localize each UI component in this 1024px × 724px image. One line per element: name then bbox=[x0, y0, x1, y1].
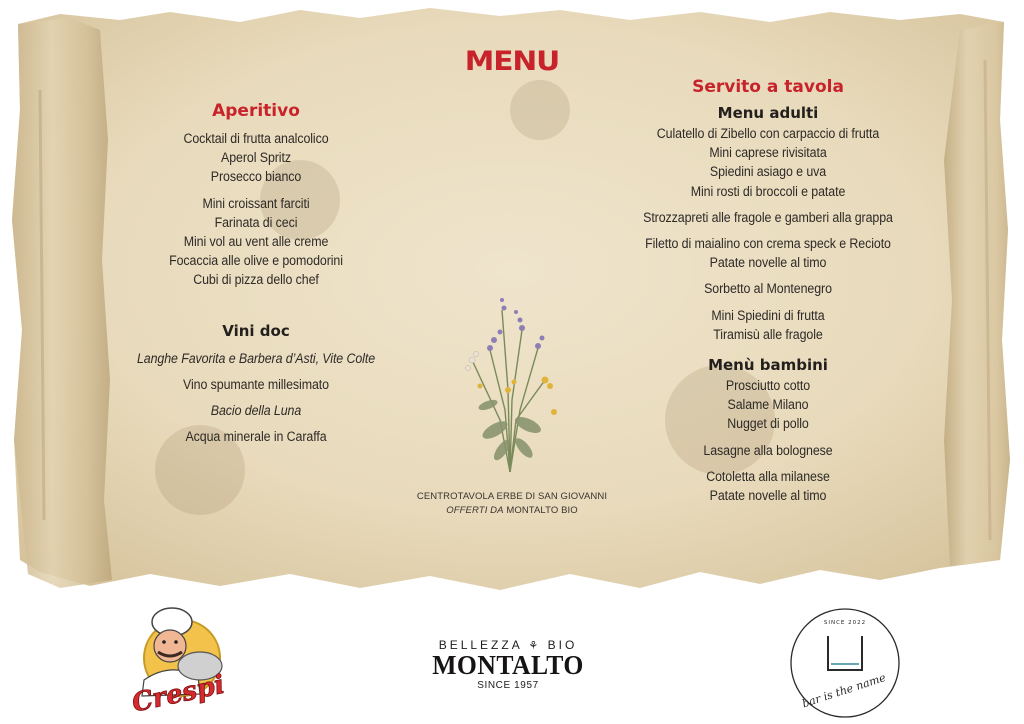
wine-item: Bacio della Luna bbox=[210, 403, 302, 419]
crespi-wordmark: Crespi bbox=[129, 669, 228, 719]
menu-item: Cotoletta alla milanese bbox=[706, 468, 830, 484]
menu-item: Prosciutto cotto bbox=[725, 378, 811, 394]
herb-bouquet-image bbox=[450, 290, 570, 480]
menu-item: Mini rosti di broccoli e patate bbox=[690, 183, 846, 199]
menu-item: Prosecco bianco bbox=[210, 169, 302, 185]
menu-item: Nugget di pollo bbox=[727, 416, 809, 432]
menu-item: Salame Milano bbox=[727, 397, 809, 413]
montalto-logo bbox=[418, 628, 598, 698]
bar-script-text: bar is the name bbox=[800, 671, 888, 711]
menu-item: Mini croissant farciti bbox=[202, 195, 310, 211]
bar-since-text: SINCE 2022 bbox=[823, 620, 867, 626]
right-column bbox=[618, 76, 918, 505]
menu-item: Cubi di pizza dello chef bbox=[193, 272, 319, 288]
menu-item: Mini Spiedini di frutta bbox=[711, 307, 825, 323]
bambini-heading: Menù bambini bbox=[708, 356, 828, 375]
crespi-chef-logo bbox=[118, 602, 236, 720]
menu-item: Culatello di Zibello con carpaccio di frutta bbox=[656, 126, 880, 141]
wine-item: Vino spumante millesimato bbox=[183, 376, 329, 392]
menu-item: Cocktail di frutta analcolico bbox=[183, 131, 329, 146]
centerpiece-offered: OFFERTI DA bbox=[446, 505, 504, 516]
aperitivo-food-list bbox=[126, 194, 386, 290]
menu-item: Tiramisù alle fragole bbox=[713, 326, 823, 342]
vini-heading: Vini doc bbox=[222, 321, 290, 340]
wine-item: Langhe Favorita e Barbera d’Asti, Vite Colte bbox=[136, 350, 376, 366]
centerpiece-credit bbox=[402, 504, 622, 518]
menu-item: Strozzapreti alle fragole e gamberi alla grappa bbox=[643, 209, 893, 225]
menu-title: MENU bbox=[464, 46, 560, 77]
bar-is-the-name-logo bbox=[786, 604, 904, 722]
menu-item: Patate novelle al timo bbox=[709, 255, 827, 271]
adulti-heading: Menu adulti bbox=[717, 104, 819, 122]
menu-item: Farinata di ceci bbox=[214, 214, 298, 230]
menu-item: Aperol Spritz bbox=[221, 150, 291, 166]
wheat-icon: ⚘ bbox=[528, 640, 542, 652]
centerpiece-brand: MONTALTO BIO bbox=[506, 505, 578, 516]
montalto-bio: BIO bbox=[547, 638, 578, 652]
left-column bbox=[126, 100, 386, 446]
menu-item: Lasagne alla bolognese bbox=[703, 442, 833, 458]
menu-item: Mini caprese rivisitata bbox=[709, 145, 827, 161]
menu-item: Sorbetto al Montenegro bbox=[704, 281, 832, 297]
montalto-name: MONTALTO bbox=[432, 650, 584, 680]
menu-item: Spiedini asiago e uva bbox=[709, 164, 827, 180]
centerpiece-caption bbox=[402, 490, 622, 518]
wine-item: Acqua minerale in Caraffa bbox=[185, 429, 327, 445]
montalto-bellezza: BELLEZZA bbox=[438, 638, 523, 652]
menu-item: Mini vol au vent alle creme bbox=[183, 234, 329, 250]
montalto-since: SINCE 1957 bbox=[477, 680, 539, 691]
menu-item: Filetto di maialino con crema speck e Recioto bbox=[645, 236, 891, 252]
aperitivo-heading: Aperitivo bbox=[212, 101, 300, 121]
servito-heading: Servito a tavola bbox=[692, 77, 844, 97]
aperitivo-drinks-list bbox=[126, 129, 386, 187]
adulti-antipasti-list bbox=[618, 124, 918, 201]
menu-item: Patate novelle al timo bbox=[709, 488, 827, 504]
menu-item: Focaccia alle olive e pomodorini bbox=[169, 253, 343, 269]
centerpiece-title: CENTROTAVOLA ERBE DI SAN GIOVANNI bbox=[416, 491, 608, 502]
